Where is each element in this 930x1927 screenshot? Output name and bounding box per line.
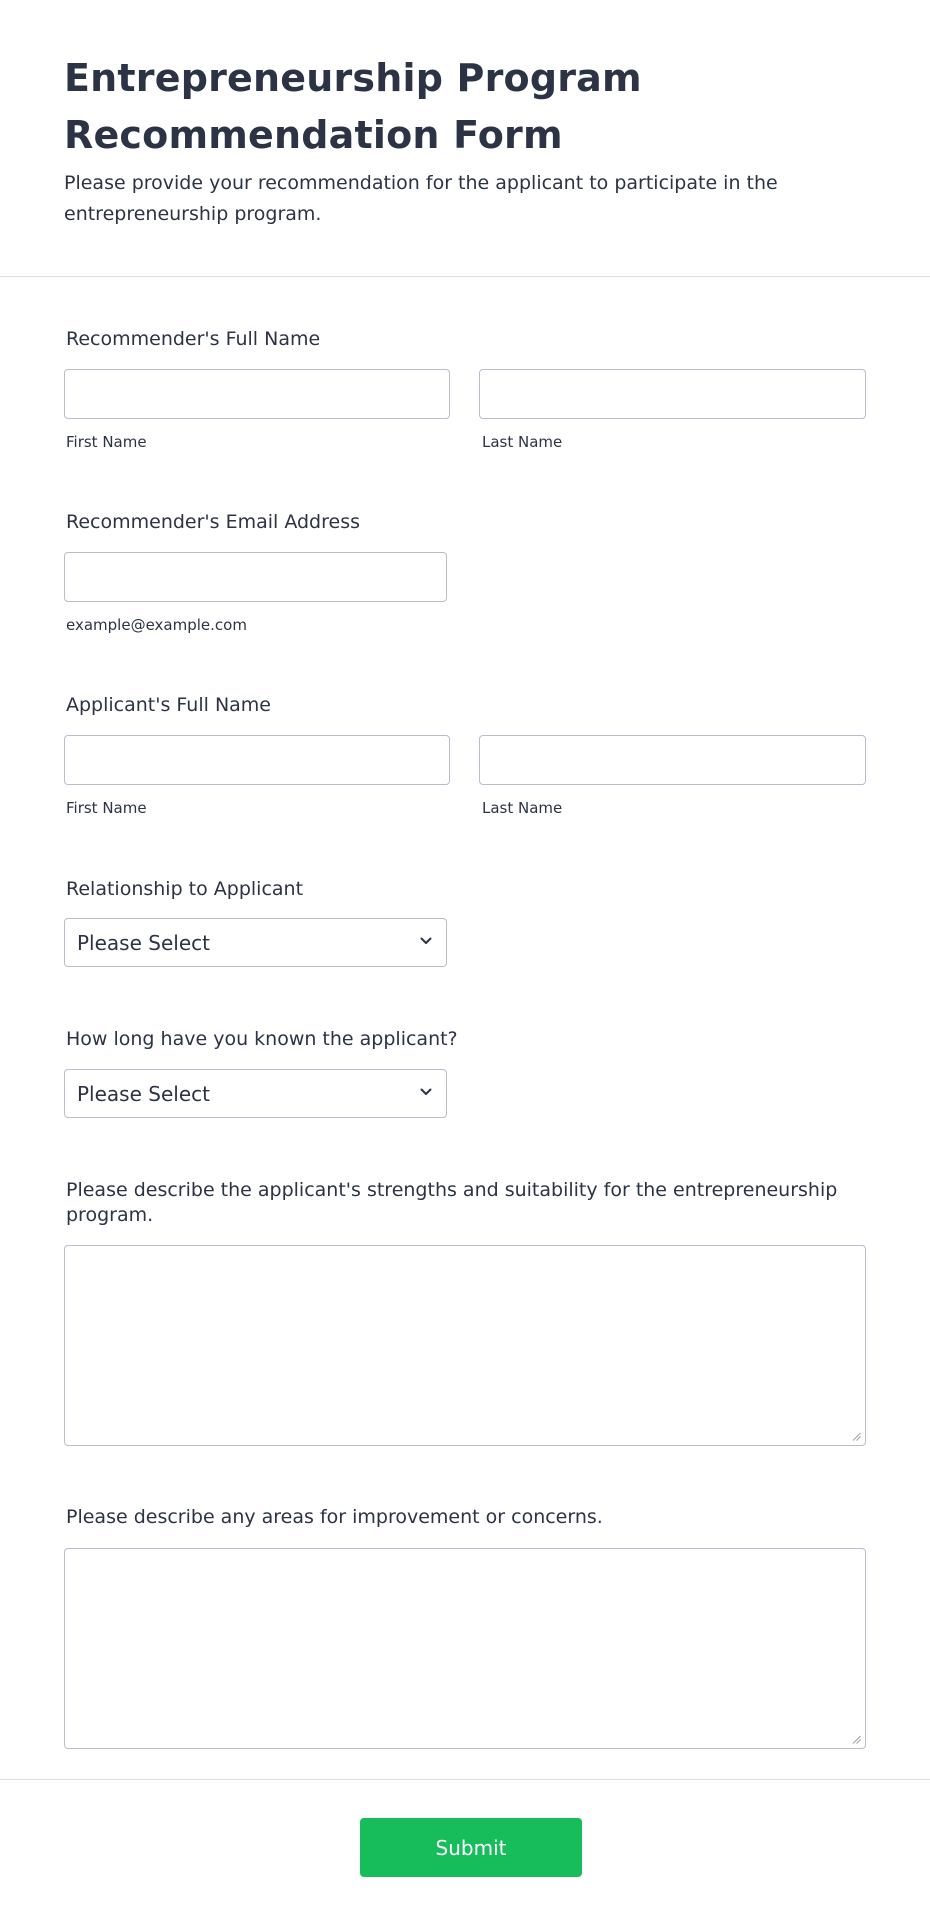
recommender-last-name-sublabel: Last Name [482, 433, 563, 451]
recommender-name-label: Recommender's Full Name [66, 328, 321, 350]
strengths-label: Please describe the applicant's strengths and suitability for the entrepreneurship program. [66, 1179, 838, 1226]
form-subtitle: Please provide your recommendation for the applicant to participate in the entrepreneurship program. [64, 172, 778, 225]
submit-button[interactable]: Submit [360, 1818, 582, 1877]
recommender-email-sublabel: example@example.com [66, 616, 247, 634]
chevron-down-icon [420, 1088, 432, 1096]
applicant-name-label: Applicant's Full Name [66, 694, 272, 716]
form-header [64, 50, 824, 230]
applicant-first-name-input[interactable] [64, 735, 450, 785]
recommender-last-name-input[interactable] [479, 369, 866, 419]
chevron-down-icon [420, 937, 432, 945]
header-divider [0, 276, 930, 277]
relationship-selected-value: Please Select [77, 931, 210, 955]
improvements-textarea[interactable] [64, 1548, 866, 1749]
strengths-textarea[interactable] [64, 1245, 866, 1446]
resize-handle-icon[interactable] [852, 1735, 861, 1744]
applicant-last-name-input[interactable] [479, 735, 866, 785]
recommender-email-label: Recommender's Email Address [66, 511, 360, 533]
relationship-label: Relationship to Applicant [66, 878, 304, 900]
recommender-email-input[interactable] [64, 552, 447, 602]
known-duration-selected-value: Please Select [77, 1082, 210, 1106]
recommender-first-name-input[interactable] [64, 369, 450, 419]
known-duration-label: How long have you known the applicant? [66, 1028, 458, 1050]
recommender-first-name-sublabel: First Name [66, 433, 147, 451]
applicant-last-name-sublabel: Last Name [482, 799, 563, 817]
improvements-label: Please describe any areas for improvement or concerns. [66, 1506, 603, 1528]
known-duration-select[interactable] [64, 1069, 447, 1118]
relationship-select[interactable] [64, 918, 447, 967]
resize-handle-icon[interactable] [852, 1432, 861, 1441]
applicant-first-name-sublabel: First Name [66, 799, 147, 817]
footer-divider [0, 1779, 930, 1780]
form-title: Entrepreneurship Program Recommendation Form [64, 56, 642, 157]
